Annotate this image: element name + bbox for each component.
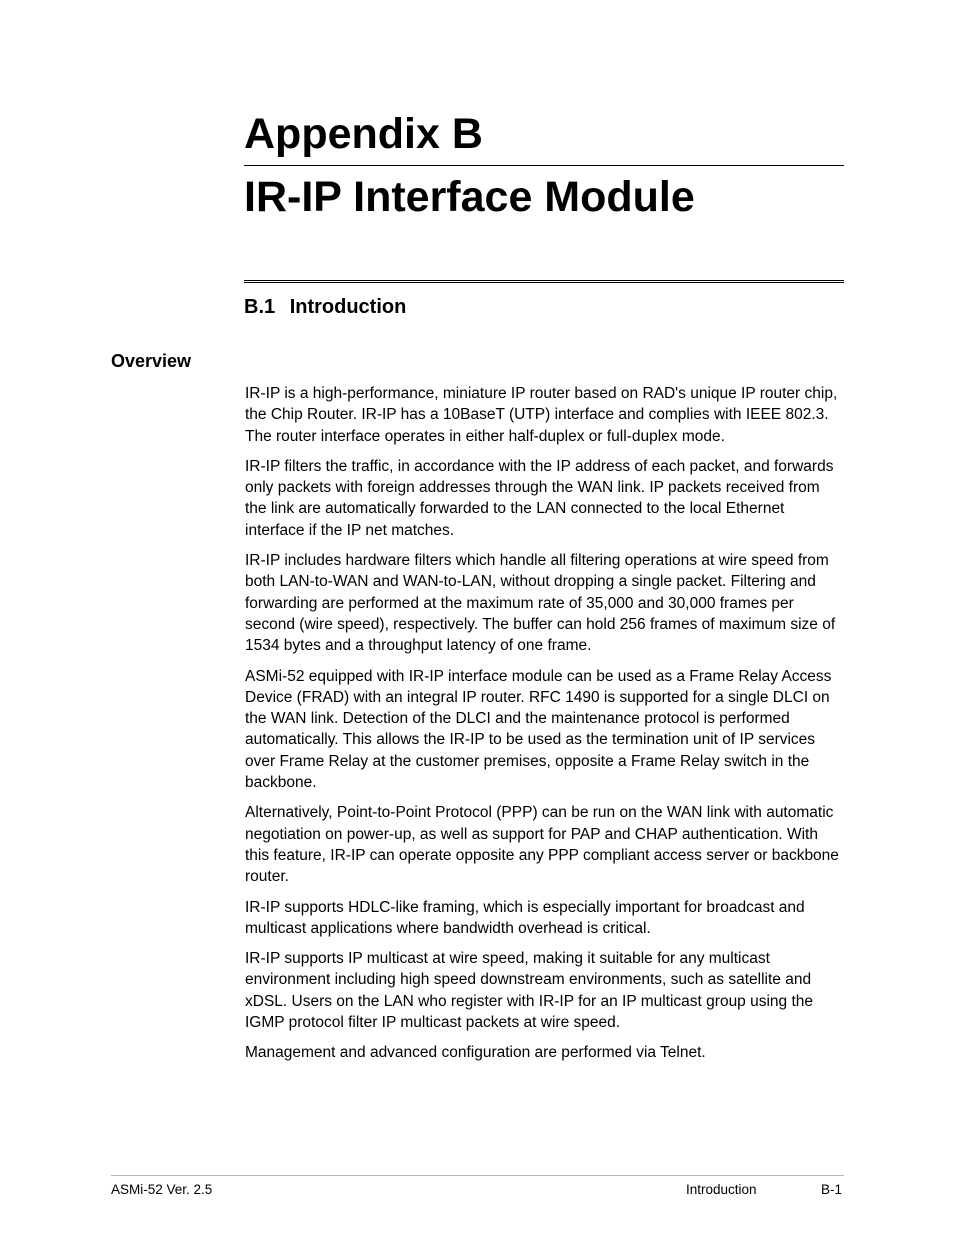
paragraph: IR-IP supports HDLC-like framing, which is especially important for broadcast and multicast applications where bandwidth overhead is critical. [245, 898, 805, 937]
footer-document-name: ASMi-52 Ver. 2.5 [111, 1182, 213, 1197]
footer-section-name: Introduction [686, 1182, 757, 1197]
paragraph: Alternatively, Point-to-Point Protocol (PPP) can be run on the WAN link with automatic negotiation on power-up, as well as support for PAP and CHAP authentication. With this feature, IR-IP can operate opposite any PPP compliant access server or backbone router. [245, 804, 839, 886]
paragraph: ASMi-52 equipped with IR-IP interface module can be used as a Frame Relay Access Device (FRAD) with an integral IP router. RFC 1490 is supported for a single DLCI on the WAN link. Detection of the DLCI and the maintenance protocol is performed automatically. This allows the IR-IP to be used as the termination unit of IP services over Frame Relay at the customer premises, opposite a Frame Relay switch in the backbone. [245, 667, 832, 792]
footer-page-number: B-1 [821, 1182, 843, 1197]
paragraph: Management and advanced configuration are performed via Telnet. [245, 1044, 706, 1062]
chapter-title: IR-IP Interface Module [244, 173, 695, 221]
section-number: B.1 [244, 296, 276, 318]
paragraph: IR-IP filters the traffic, in accordance with the IP address of each packet, and forwards only packets with foreign addresses through the WAN link. IP packets received from the link are automatically forwarded to the LAN connected to the local Ethernet interface if the IP net matches. [245, 457, 834, 539]
paragraph: IR-IP supports IP multicast at wire speed, making it suitable for any multicast environment including high speed downstream environments, such as satellite and xDSL. Users on the LAN who register with IR-IP for an IP multicast group using the IGMP protocol filter IP multicast packets at wire speed. [245, 950, 814, 1032]
section-title: Introduction [289, 296, 407, 318]
section-heading [244, 294, 406, 320]
body-text [245, 383, 843, 1073]
paragraph: IR-IP includes hardware filters which handle all filtering operations at wire speed from both LAN-to-WAN and WAN-to-LAN, without dropping a single packet. Filtering and forwarding are performed at the maximum rate of 35,000 and 30,000 frames per second (wire speed), respectively. The buffer can hold 256 frames of maximum size of 1534 bytes and a throughput latency of one frame. [245, 552, 836, 655]
subsection-heading: Overview [111, 351, 192, 371]
section-divider [244, 280, 844, 283]
chapter-label: Appendix B [244, 110, 483, 158]
title-divider [244, 165, 844, 166]
footer-divider [111, 1175, 844, 1176]
paragraph: IR-IP is a high-performance, miniature IP router based on RAD's unique IP router chip, the Chip Router. IR-IP has a 10BaseT (UTP) interface and complies with IEEE 802.3. The router interface operates in either half-duplex or full-duplex mode. [245, 385, 838, 445]
